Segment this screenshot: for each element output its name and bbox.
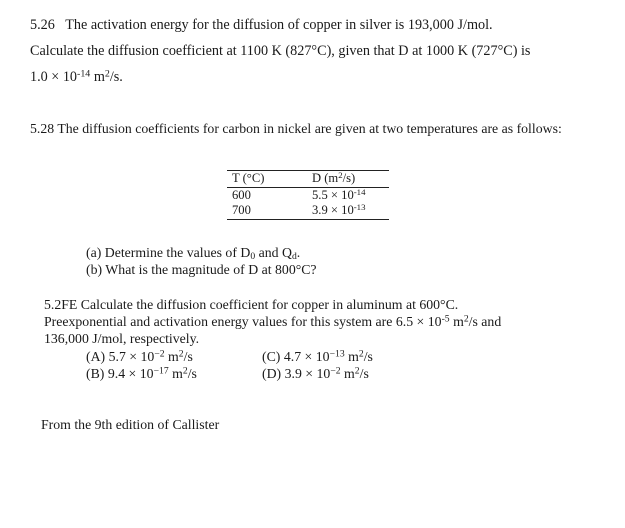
- diffusion-table: [227, 170, 389, 220]
- problem-number: 5.28: [30, 121, 55, 136]
- problem-5-28-parts: [86, 244, 317, 278]
- choice-b: (B) $9.4 \times 10^{-17}$ $m^2/s$: [86, 365, 197, 381]
- cell-temperature: 600: [232, 187, 251, 202]
- choice-c: (C) $4.7 \times 10^{-13}$ $m^2/s$: [262, 348, 373, 364]
- choice-a: (A) $5.7 \times 10^{-2}$ $m^2/s$: [86, 348, 193, 364]
- table-row: [227, 187, 389, 203]
- problem-5-2fe-line-1: 5.2FE Calculate the diffusion coefficient for copper in aluminum at 600°C.: [44, 297, 459, 312]
- cell-diffusion: $3.9 \times 10^{-13}$: [308, 203, 389, 219]
- choice-column-right: [262, 348, 373, 382]
- problem-5-26-line-2: Calculate the diffusion coefficient at 1100 K (827°C), given that D at 1000 K (727°C) is: [30, 43, 531, 59]
- header-temperature: T (°C): [227, 171, 308, 188]
- problem-5-2fe-line-2: Preexponential and activation energy values for this system are $6.5 \times 10^{-5}$ $m^2/s$ and: [44, 313, 502, 329]
- header-diffusion: D $(m^2/s)$: [308, 171, 389, 188]
- cell-diffusion: $5.5 \times 10^{-14}$: [312, 186, 366, 202]
- choice-d: (D) $3.9 \times 10^{-2}$ $m^2/s$: [262, 365, 369, 381]
- part-a: (a) Determine the values of $D_0$ and $Q_d$.: [86, 245, 301, 262]
- choice-column-left: [86, 348, 197, 382]
- problem-5-26-line-3: $1.0 \times 10^{-14}$ $m^2/s$.: [30, 68, 123, 85]
- problem-number: 5.26: [30, 17, 55, 33]
- cell-temperature: 700: [227, 203, 308, 219]
- problem-5-26: [30, 12, 590, 90]
- problem-text: The activation energy for the diffusion of copper in silver is 193,000 J/mol.: [65, 17, 493, 33]
- part-b: (b) What is the magnitude of D at 800°C?: [86, 262, 317, 277]
- problem-5-28: [30, 120, 590, 138]
- problem-5-2fe-line-3: 136,000 J/mol, respectively.: [44, 331, 200, 346]
- source-note: From the 9th edition of Callister: [41, 417, 220, 432]
- table-header-row: [227, 171, 389, 188]
- problem-5-26-line-1: [30, 12, 590, 38]
- problem-text: The diffusion coefficients for carbon in nickel are given at two temperatures are as follows:: [57, 121, 562, 136]
- table-row: [227, 203, 389, 219]
- problem-5-2fe: [44, 296, 604, 347]
